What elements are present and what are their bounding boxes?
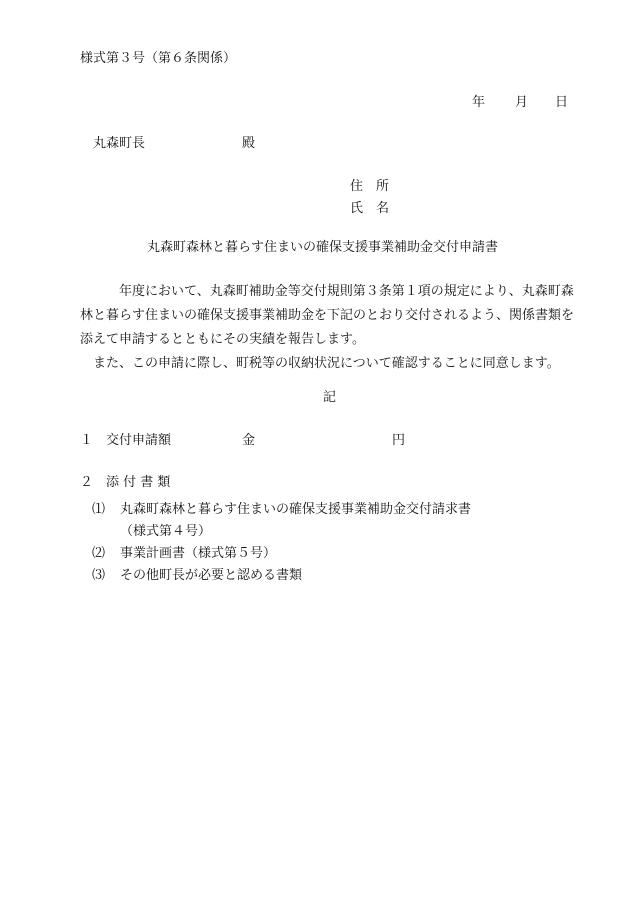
body-paragraph-2: また、この申請に際し、町税等の収納状況について確認することに同意します。	[80, 356, 560, 371]
attachment-number: ⑶	[92, 568, 106, 583]
item2-label: 添 付 書 類	[106, 475, 171, 490]
body-text	[80, 280, 580, 376]
date-month: 月	[515, 95, 529, 110]
attachment-item	[92, 564, 572, 586]
attachment-text: その他町長が必要と認める書類	[120, 568, 303, 583]
body-paragraph-1: 年度において、丸森町補助金等交付規則第３条第１項の規定により、丸森町森林と暮らす住まいの確保支援事業補助金を下記のとおり交付されるよう、関係書類を添えて申請するとともにその実績を報告します。	[80, 284, 575, 347]
attachment-list	[92, 498, 572, 586]
address-label: 住 所	[350, 179, 390, 194]
item2-number: ２	[80, 475, 94, 490]
date-day: 日	[555, 95, 569, 110]
form-label: 様式第３号（第６条関係）	[80, 51, 237, 66]
attachment-item	[92, 542, 572, 564]
item1-kin: 金	[242, 433, 256, 448]
attachment-subtext: （様式第４号）	[120, 524, 212, 539]
addressee-name: 丸森町長	[93, 136, 146, 151]
item1-yen: 円	[392, 433, 406, 448]
attachment-item	[92, 498, 572, 542]
date-year: 年	[472, 95, 486, 110]
item1-label: 交付申請額	[106, 433, 172, 448]
attachment-number: ⑵	[92, 546, 106, 561]
attachment-text: 丸森町森林と暮らす住まいの確保支援事業補助金交付請求書	[120, 502, 472, 517]
item1-number: １	[80, 433, 94, 448]
ki-heading: 記	[323, 390, 337, 405]
addressee-honorific: 殿	[242, 136, 256, 151]
attachment-number: ⑴	[92, 502, 106, 517]
name-label: 氏 名	[350, 201, 390, 216]
attachment-text: 事業計画書（様式第５号）	[120, 546, 277, 561]
document-title: 丸森町森林と暮らす住まいの確保支援事業補助金交付申請書	[147, 240, 499, 255]
